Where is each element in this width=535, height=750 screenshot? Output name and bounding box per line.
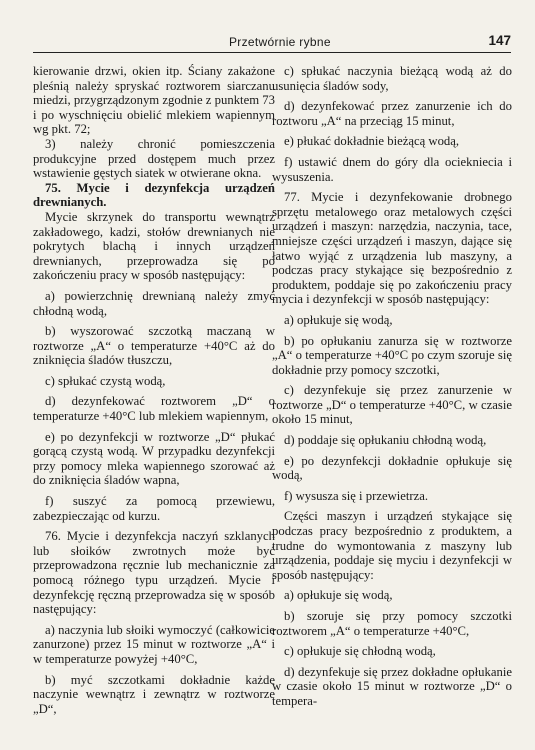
- list-item: a) opłukuje się wodą,: [284, 588, 393, 603]
- list-item: f) suszyć za pomocą przewiewu, zabezpieczając od kurzu.: [33, 494, 275, 523]
- list-item: c) opłukuje się chłodną wodą,: [284, 644, 436, 659]
- list-item: d) dezynfekować roztworem „D“ o temperaturze +40°C lub mlekiem wapiennym,: [33, 394, 275, 424]
- running-title: Przetwórnie rybne: [229, 35, 331, 49]
- paragraph: kierowanie drzwi, okien itp. Ściany zakażone pleśnią należy spryskać roztworem siarczanu miedzi, przygrządzonym zgodnie z punktem 73 i po wyschnięciu obielić mlekiem wapiennym wg pkt. 72;: [33, 64, 275, 137]
- section-77: 77. Mycie i dezynfekowanie drobnego sprzętu metalowego oraz metalowych części urządzeń i maszyn: narzędzia, naczynia, tace, mniejsze części urządzeń i maszyn, dające się łatwo wyjąć z urządzenia lub maszyny, a podczas pracy stykające się bezpośrednio z produktem, poddaje się po zakończeniu pracy mycia i dezynfekcji w sposób następujący:: [272, 190, 512, 307]
- running-header: [33, 34, 511, 53]
- list-item: b) po opłukaniu zanurza się w roztworze „A“ o temperaturze +40°C po czym szoruje się dokładnie przy pomocy szczotki,: [272, 333, 512, 377]
- list-item: c) spłukać naczynia bieżącą wodą aż do usunięcia śladów sody,: [272, 64, 512, 93]
- list-item: d) poddaje się opłukaniu chłodną wodą,: [284, 433, 487, 448]
- list-item: c) spłukać czystą wodą,: [45, 373, 166, 388]
- section-76: 76. Mycie i dezynfekcja naczyń szklanych lub słoików zwrotnych może być przeprowadzona ręcznie lub mechanicznie za pomocą różnego typu urządzeń. Mycie i dezynfekcję ręczną przeprowadza się w sposób następujący:: [33, 529, 275, 617]
- list-item: 3) należy chronić pomieszczenia produkcyjne przed dostępem much przez wstawienie gęstych siatek w otwierane okna.: [33, 136, 275, 181]
- list-item: d) dezynfekować przez zanurzenie ich do roztworu „A“ na przeciąg 15 minut,: [272, 99, 512, 128]
- left-column: [33, 64, 275, 716]
- section-heading-75: 75. Mycie i dezynfekcja urządzeń drewnianych.: [33, 180, 275, 210]
- list-item: b) myć szczotkami dokładnie każde naczynie wewnątrz i zewnątrz w roztworze „D“,: [33, 672, 275, 716]
- list-item: e) po dezynfekcji w roztworze „D“ płukać gorącą czystą wodą. W przypadku dezynfekcji przy pomocy mleka wapiennego szorować aż do zniknięcia śladów wapna,: [33, 429, 275, 488]
- list-item: f) ustawić dnem do góry dla ociekniecia i wysuszenia.: [272, 154, 512, 184]
- list-item: e) płukać dokładnie bieżącą wodą,: [284, 134, 460, 149]
- paragraph: Mycie skrzynek do transportu wewnątrz zakładowego, kadzi, stołów drewnianych nie pokrytych blachą i innych urządzeń drewnianych, przeprowadza się po zakończeniu pracy w sposób następujący:: [33, 209, 275, 283]
- list-item: b) szoruje się przy pomocy szczotki roztworem „A“ o temperaturze +40°C,: [272, 609, 512, 638]
- list-item: e) po dezynfekcji dokładnie opłukuje się wodą,: [272, 453, 512, 483]
- list-item: a) naczynia lub słoiki wymoczyć (całkowicie zanurzone) przez 15 minut w roztworze „A“ i w temperaturze powyżej +40°C,: [33, 622, 275, 666]
- list-item: a) opłukuje się wodą,: [284, 312, 393, 327]
- list-item: c) dezynfekuje się przez zanurzenie w roztworze „D“ o temperaturze +40°C, w czasie około 15 minut,: [272, 383, 512, 427]
- right-column: [272, 64, 512, 709]
- list-item: d) dezynfekuje się przez dokładne opłukanie w czasie około 15 minut w roztworze „D“ o tempera-: [272, 664, 512, 708]
- list-item: a) powierzchnię drewnianą należy zmyć chłodną wodą,: [33, 288, 275, 318]
- paragraph: Części maszyn i urządzeń stykające się podczas pracy bezpośrednio z produktem, a trudne do wymontowania z maszyny lub urządzenia, poddaje się myciu i dezynfekcji w sposób następujący:: [272, 509, 512, 582]
- list-item: b) wyszorować szczotką maczaną w roztworze „A“ o temperaturze +40°C aż do zniknięcia śladów tłuszczu,: [33, 324, 275, 368]
- list-item: f) wysusza się i przewietrza.: [284, 488, 429, 503]
- page-number: 147: [488, 33, 511, 48]
